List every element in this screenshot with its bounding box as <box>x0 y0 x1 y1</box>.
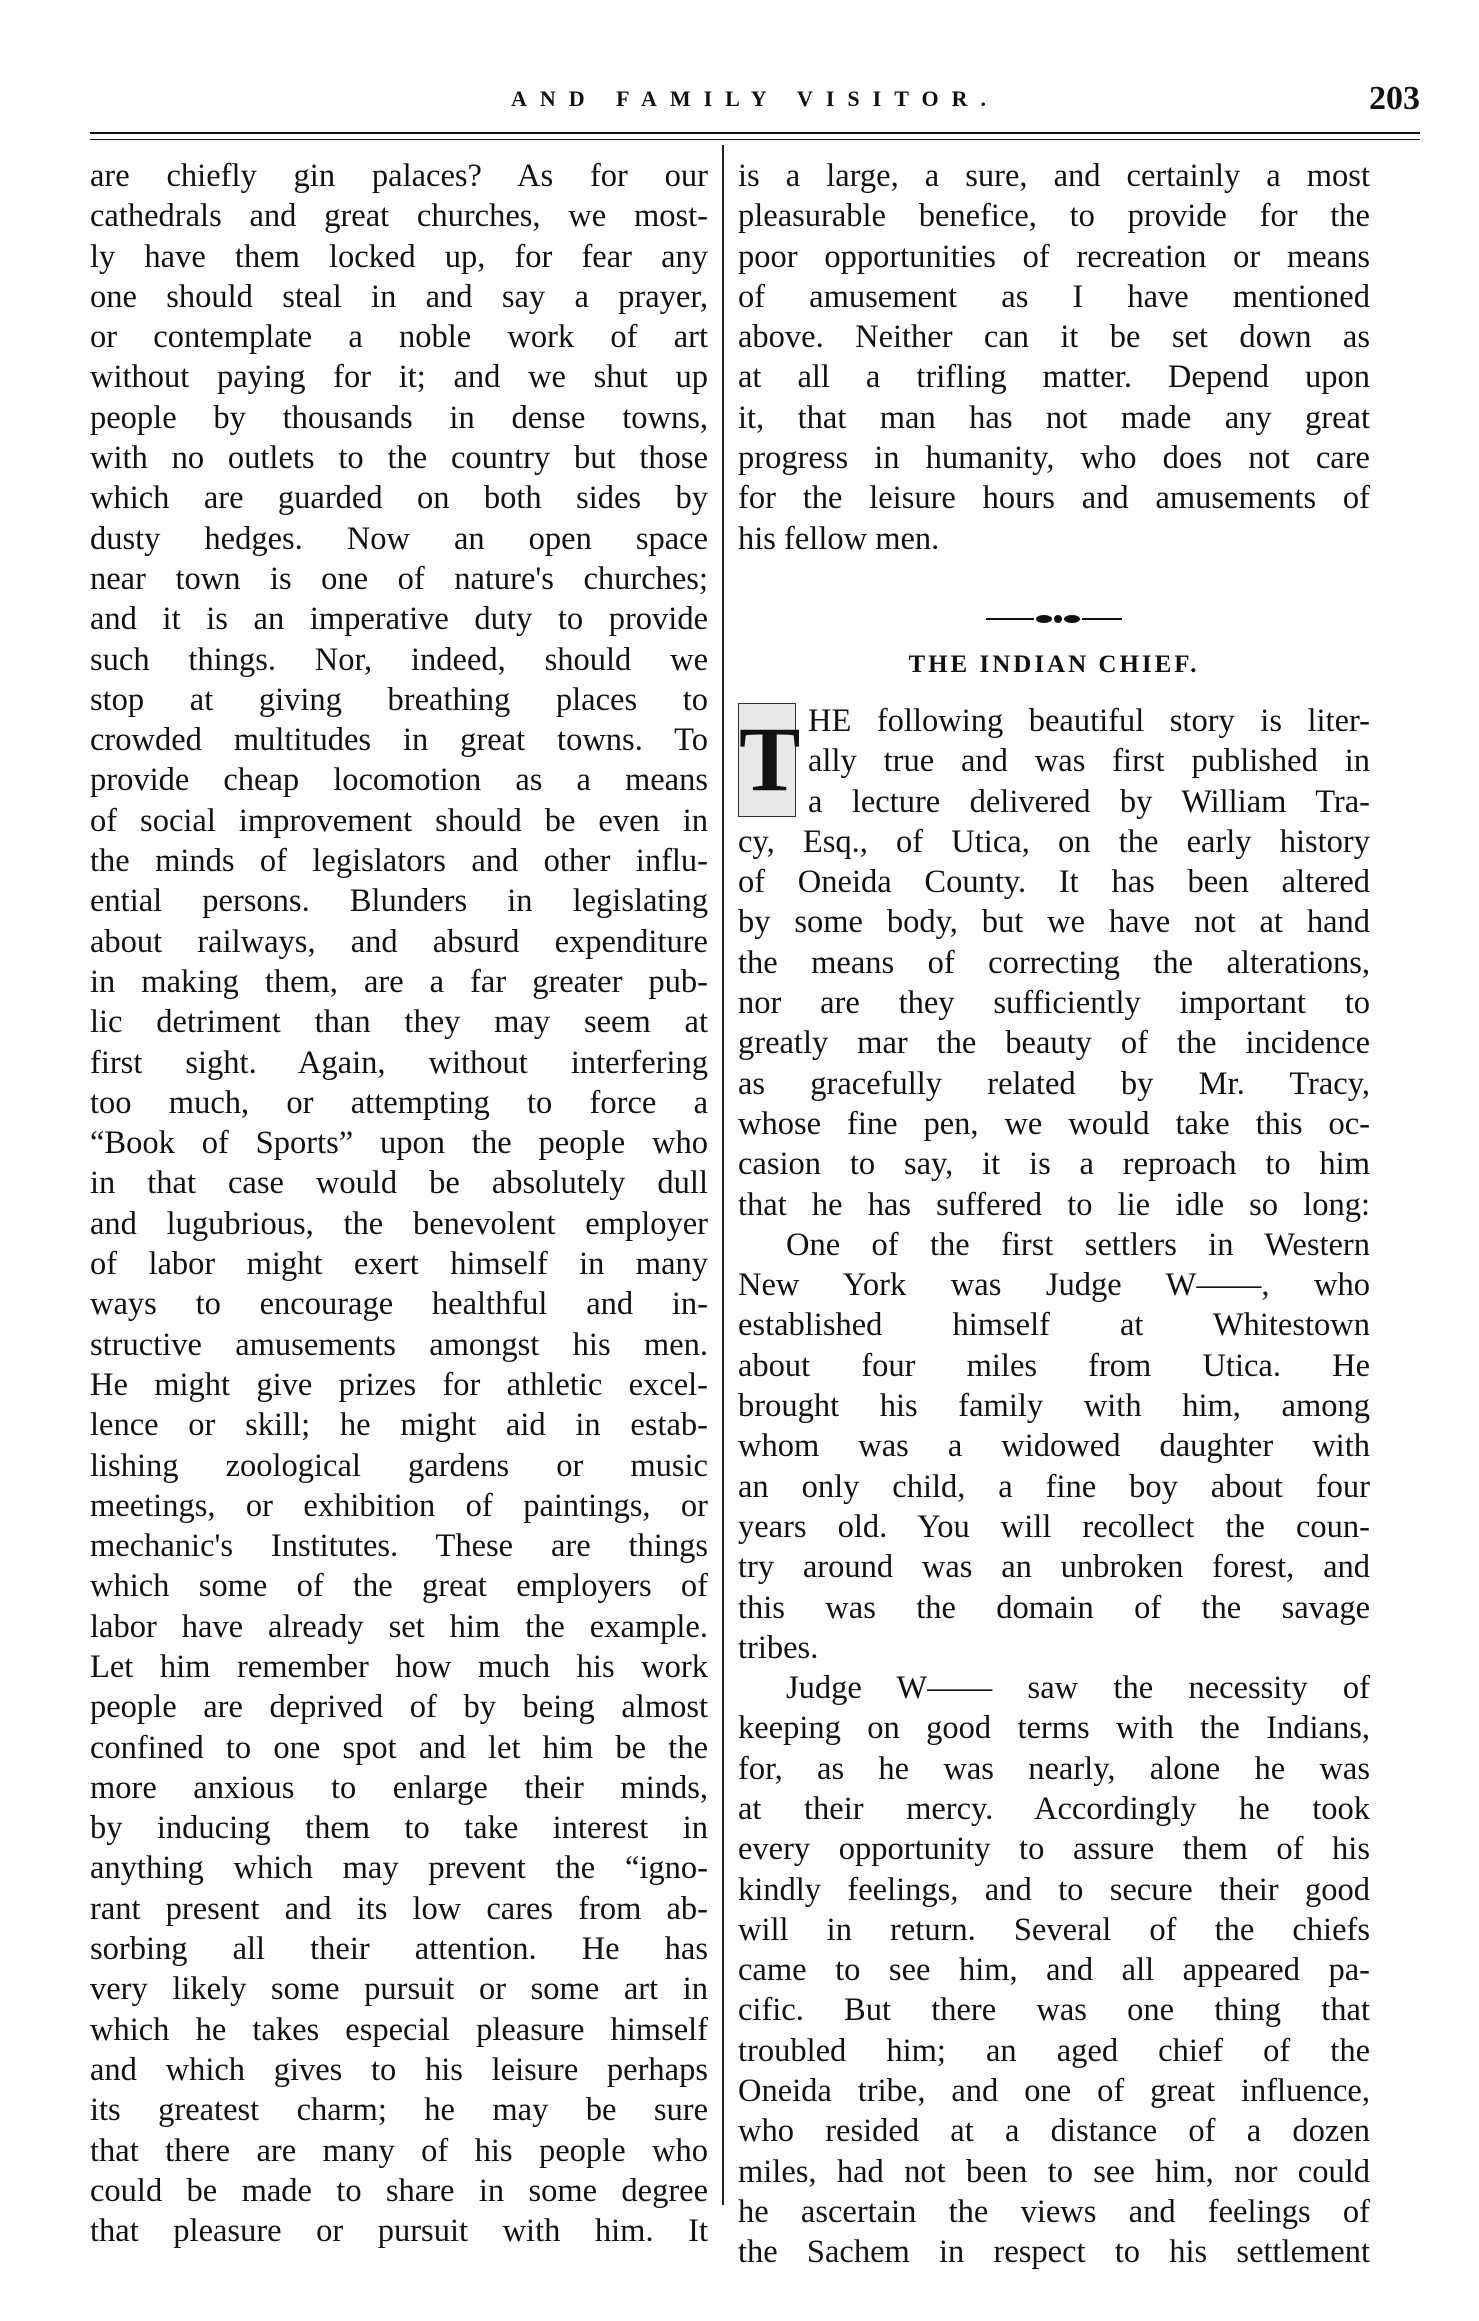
drop-cap-lines <box>738 701 1370 822</box>
text-line: near town is one of nature's churches; <box>90 560 708 597</box>
text-line: anything which may prevent the “igno- <box>90 1850 708 1887</box>
text-line: casion to say, it is a reproach to him <box>738 1146 1370 1183</box>
text-line: mechanic's Institutes. These are things <box>90 1528 708 1565</box>
text-line: by some body, but we have not at hand <box>738 904 1370 941</box>
text-line: and it is an imperative duty to provide <box>90 601 708 638</box>
text-line: stop at giving breathing places to <box>90 681 708 718</box>
text-line: cathedrals and great churches, we most- <box>90 198 708 235</box>
text-line: people by thousands in dense towns, <box>90 399 708 436</box>
text-line: and which gives to his leisure perhaps <box>90 2051 708 2088</box>
story-paragraph-1 <box>738 822 1370 1225</box>
page-header <box>90 80 1420 126</box>
text-line: are chiefly gin palaces? As for our <box>90 158 708 194</box>
text-line: ly have them locked up, for fear any <box>90 238 708 275</box>
text-line: Judge W—— saw the necessity of <box>786 1670 1370 1707</box>
text-line: the minds of legislators and other influ- <box>90 843 708 880</box>
text-line: lishing zoological gardens or music <box>90 1447 708 1484</box>
text-line: pleasurable benefice, to provide for the <box>738 198 1370 235</box>
ornament-icon <box>984 609 1124 629</box>
text-line: Oneida tribe, and one of great influence, <box>738 2073 1370 2110</box>
text-line: “Book of Sports” upon the people who <box>90 1125 708 1162</box>
text-line: nor are they sufficiently important to <box>738 985 1370 1022</box>
text-line: every opportunity to assure them of his <box>738 1831 1370 1868</box>
text-line: poor opportunities of recreation or means <box>738 238 1370 275</box>
text-line: which some of the great employers of <box>90 1568 708 1605</box>
drop-cap: T <box>738 703 796 817</box>
text-line: HE following beautiful story is liter- <box>808 702 1370 739</box>
text-line: progress in humanity, who does not care <box>738 440 1370 477</box>
column-divider <box>722 145 724 2205</box>
header-rule <box>90 132 1420 134</box>
text-line: Let him remember how much his work <box>90 1648 708 1685</box>
text-line: that pleasure or pursuit with him. It <box>90 2213 708 2250</box>
text-line: miles, had not been to see him, nor could <box>738 2153 1370 2190</box>
text-line: whose fine pen, we would take this oc- <box>738 1105 1370 1142</box>
text-line: that there are many of his people who <box>90 2132 708 2169</box>
text-line: people are deprived of by being almost <box>90 1689 708 1726</box>
text-line: it, that man has not made any great <box>738 399 1370 436</box>
text-line: of labor might exert himself in many <box>90 1246 708 1283</box>
text-line: structive amusements amongst his men. <box>90 1326 708 1363</box>
header-rule-thin <box>90 139 1420 140</box>
story-paragraph-2 <box>738 1225 1370 1668</box>
text-line: without paying for it; and we shut up <box>90 359 708 396</box>
text-line: in that case would be absolutely dull <box>90 1165 708 1202</box>
text-line: years old. You will recollect the coun- <box>738 1508 1370 1545</box>
text-line: of social improvement should be even in <box>90 802 708 839</box>
text-line: New York was Judge W——, who <box>738 1267 1370 1304</box>
story-paragraph-3 <box>738 1668 1370 2272</box>
text-line: first sight. Again, without interfering <box>90 1044 708 1081</box>
text-line: ally true and was first published in <box>808 743 1370 780</box>
text-line: established himself at Whitestown <box>738 1307 1370 1344</box>
text-line: he ascertain the views and feelings of <box>738 2193 1370 2230</box>
text-line: for, as he was nearly, alone he was <box>738 1750 1370 1787</box>
story-opening <box>738 701 1370 822</box>
text-line: or contemplate a noble work of art <box>90 319 708 356</box>
text-line: of Oneida County. It has been altered <box>738 864 1370 901</box>
text-line: could be made to share in some degree <box>90 2172 708 2209</box>
text-line: provide cheap locomotion as a means <box>90 762 708 799</box>
text-line: lence or skill; he might aid in estab- <box>90 1407 708 1444</box>
text-line: for the leisure hours and amusements of <box>738 480 1370 517</box>
text-line: tribes. <box>738 1629 819 1666</box>
running-head: AND FAMILY VISITOR. <box>510 86 1000 111</box>
text-line: He might give prizes for athletic excel- <box>90 1366 708 1403</box>
text-line: which are guarded on both sides by <box>90 480 708 517</box>
text-line: rant present and its low cares from ab- <box>90 1890 708 1927</box>
text-line: whom was a widowed daughter with <box>738 1428 1370 1465</box>
article-continuation <box>738 156 1370 559</box>
text-line: greatly mar the beauty of the incidence <box>738 1025 1370 1062</box>
text-line: cy, Esq., of Utica, on the early history <box>738 823 1370 860</box>
text-line: will in return. Several of the chiefs <box>738 1911 1370 1948</box>
text-line: is a large, a sure, and certainly a most <box>738 158 1370 194</box>
text-line: came to see him, and all appeared pa- <box>738 1952 1370 1989</box>
text-line: as gracefully related by Mr. Tracy, <box>738 1065 1370 1102</box>
text-line: crowded multitudes in great towns. To <box>90 722 708 759</box>
text-line: try around was an unbroken forest, and <box>738 1549 1370 1586</box>
text-line: lic detriment than they may seem at <box>90 1004 708 1041</box>
text-line: troubled him; an aged chief of the <box>738 2032 1370 2069</box>
text-line: an only child, a fine boy about four <box>738 1468 1370 1505</box>
text-line: keeping on good terms with the Indians, <box>738 1710 1370 1747</box>
text-line: dusty hedges. Now an open space <box>90 520 708 557</box>
section-ornament <box>738 599 1370 639</box>
text-line: too much, or attempting to force a <box>90 1084 708 1121</box>
text-line: at their mercy. Accordingly he took <box>738 1790 1370 1827</box>
text-line: a lecture delivered by William Tra- <box>808 783 1370 820</box>
text-line: at all a trifling matter. Depend upon <box>738 359 1370 396</box>
text-line: sorbing all their attention. He has <box>90 1931 708 1968</box>
text-line: above. Neither can it be set down as <box>738 319 1370 356</box>
text-line: labor have already set him the example. <box>90 1608 708 1645</box>
text-line: confined to one spot and let him be the <box>90 1729 708 1766</box>
text-line: the Sachem in respect to his settlement <box>738 2234 1370 2271</box>
text-line: very likely some pursuit or some art in <box>90 1971 708 2008</box>
text-line: One of the first settlers in Western <box>786 1226 1370 1263</box>
text-line: one should steal in and say a prayer, <box>90 278 708 315</box>
text-line: about railways, and absurd expenditure <box>90 923 708 960</box>
text-line: of amusement as I have mentioned <box>738 278 1370 315</box>
section-title: THE INDIAN CHIEF. <box>908 650 1200 678</box>
right-column <box>738 156 1370 2273</box>
text-line: this was the domain of the savage <box>738 1589 1370 1626</box>
text-line: who resided at a distance of a dozen <box>738 2113 1370 2150</box>
text-line: that he has suffered to lie idle so long: <box>738 1186 1370 1223</box>
text-line: kindly feelings, and to secure their good <box>738 1871 1370 1908</box>
text-line: ways to encourage healthful and in- <box>90 1286 708 1323</box>
text-line: about four miles from Utica. He <box>738 1347 1370 1384</box>
text-line: cific. But there was one thing that <box>738 1992 1370 2029</box>
text-line: more anxious to enlarge their minds, <box>90 1769 708 1806</box>
text-line: with no outlets to the country but those <box>90 440 708 477</box>
left-column <box>90 156 708 2251</box>
text-line: by inducing them to take interest in <box>90 1810 708 1847</box>
page-number: 203 <box>1369 80 1420 117</box>
text-line: his fellow men. <box>738 520 940 557</box>
text-line: the means of correcting the alterations, <box>738 944 1370 981</box>
text-line: brought his family with him, among <box>738 1388 1370 1425</box>
text-line: and lugubrious, the benevolent employer <box>90 1205 708 1242</box>
text-line: ential persons. Blunders in legislating <box>90 883 708 920</box>
text-line: its greatest charm; he may be sure <box>90 2092 708 2129</box>
text-line: in making them, are a far greater pub- <box>90 963 708 1000</box>
text-line: such things. Nor, indeed, should we <box>90 641 708 678</box>
text-line: meetings, or exhibition of paintings, or <box>90 1487 708 1524</box>
text-line: which he takes especial pleasure himself <box>90 2011 708 2048</box>
